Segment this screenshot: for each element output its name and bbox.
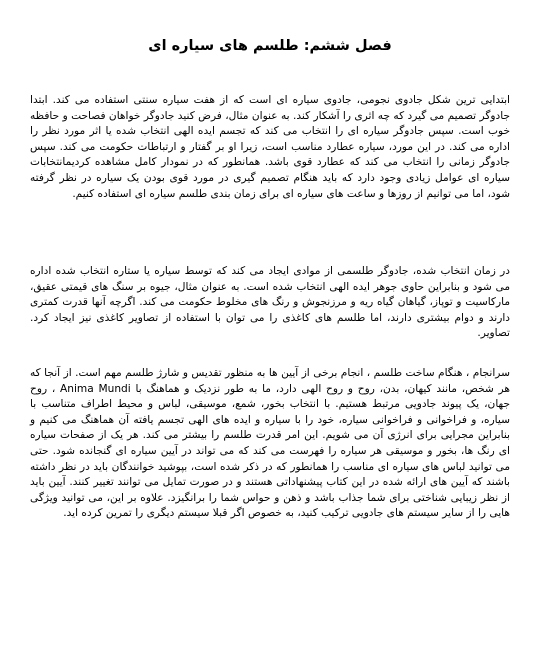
chapter-title: فصل ششم: طلسم های سیاره ای [148,38,392,54]
paragraph-3: سرانجام ، هنگام ساخت طلسم ، انجام برخی از آیین ها به منظور تقدیس و شارژ طلسم مهم است. از آنجا که هر شخص، مانند کیهان، بدن، روح و روح الهی دارد، ما به طور نزدیک و هماهنگ با Anima Mundi ، روح جهان، یک پیوند جادویی مرتبط هستیم. با انتخاب بخور، شمع، موسیقی، لباس و محیط اطراف متناسب با سیاره، و فراخوانی و فراخوانی سیاره، خود را با سیاره و ایده های الهی تجسم یافته آن هماهنگ می کنیم و بنابراین مجرایی برای انرژی آن می شویم. این امر قدرت طلسم را بیشتر می کند. هر یک از صفحات سیاره ای رنگ ها، بخور و موسیقی هر سیاره را فهرست می کند که می تواند در آیین سیاره ای گنجانده شود. حتی می توانید لباس های سیاره ای مناسب را همانطور که در ذکر شده است، بپوشید خوانندگان باید در نظر داشته باشند که آیین های ارائه شده در این کتاب پیشنهاداتی هستند و در صورت تمایل می توانند تغییر کنند. آیین باید از نظر زیبایی شناختی برای شما جذاب باشد و ذهن و حواس شما را برانگیزد. علاوه بر این، می توانید ویژگی هایی را از سایر سیستم های جادویی ترکیب کنید، به خصوص اگر قبلا سیستم دیگری را تمرین کرده اید. [30,367,510,520]
paragraph-1: ابتدایی ترین شکل جادوی نجومی، جادوی سیاره ای است که از هفت سیاره سنتی استفاده می کند. ابتدا جادوگر تصمیم می گیرد که چه اثری را آشکار کند. به عنوان مثال، فرض کنید جادوگر خواهان فصاحت و حافظه خوب است. سپس جادوگر سیاره ای را انتخاب می کند که تجسم ایده الهی انتخاب شده یا اثر مورد نظر را اداره می کند. در این مورد، سیاره عطارد مناسب است، زیرا او بر گفتار و ارتباطات حکومت می کند. سپس جادوگر زمانی را انتخاب می کند که عطارد قوی باشد. همانطور که در نمودار کامل مشاهده کردیمانتخابات سیاره ای عوامل زیادی وجود دارد که باید هنگام تصمیم گیری در مورد قوی بودن یک سیاره در نظر گرفته شود، اما می توانیم از روزها و ساعت های سیاره ای برای زمان بندی طلسم سیاره ای استفاده کنیم. [30,94,510,200]
paragraph-2: در زمان انتخاب شده، جادوگر طلسمی از موادی ایجاد می کند که توسط سیاره یا ستاره انتخاب شده اداره می شود و بنابراین حاوی جوهر ایده الهی انتخاب شده است. به عنوان مثال، جیوه بر سنگ های قیمتی عقیق، مارکاسیت و توپاز، گیاهان گیاه ریه و مرزنجوش و رنگ های مخلوط حکومت می کند. اگرچه آنها قدرت کمتری دارند و دوام بیشتری دارند، اما طلسم های کاغذی را می توان با استفاده از تصاویر کاغذی نیز ایجاد کرد. تصاویر. [30,265,510,340]
